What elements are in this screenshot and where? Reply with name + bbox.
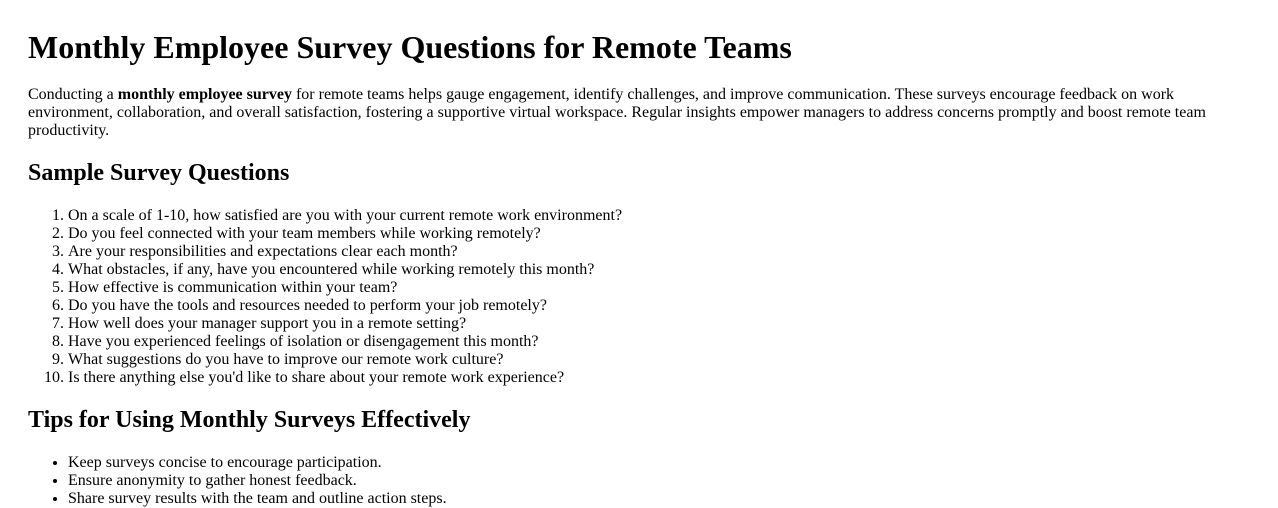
tip-item: • Ensure anonymity to gather honest feedback.	[68, 472, 447, 490]
question-item: 7. How well does your manager support you in a remote setting?	[68, 315, 622, 333]
questions-list	[28, 207, 622, 387]
question-item: 10. Is there anything else you'd like to share about your remote work experience?	[68, 369, 622, 387]
question-item: 3. Are your responsibilities and expectations clear each month?	[68, 243, 622, 261]
intro-prefix: Conducting a	[28, 86, 118, 103]
intro-paragraph	[28, 86, 1218, 140]
page-title: Monthly Employee Survey Questions for Remote Teams	[28, 29, 792, 65]
question-item: 4. What obstacles, if any, have you encountered while working remotely this month?	[68, 261, 622, 279]
tip-item: • Keep surveys concise to encourage participation.	[68, 454, 447, 472]
question-item: 5. How effective is communication within your team?	[68, 279, 622, 297]
question-item: 1. On a scale of 1-10, how satisfied are you with your current remote work environment?	[68, 207, 622, 225]
sample-questions-heading: Sample Survey Questions	[28, 160, 290, 186]
question-item: 9. What suggestions do you have to improve our remote work culture?	[68, 351, 622, 369]
question-item: 6. Do you have the tools and resources needed to perform your job remotely?	[68, 297, 622, 315]
intro-bold: monthly employee survey	[117, 86, 292, 103]
tips-list	[28, 454, 447, 508]
tip-item: • Share survey results with the team and outline action steps.	[68, 490, 447, 508]
question-item: 8. Have you experienced feelings of isolation or disengagement this month?	[68, 333, 622, 351]
intro-suffix: for remote teams helps gauge engagement, identify challenges, and improve communication. These surveys encourage feedback on work environment, collaboration, and overall satisfaction, fostering a supportive virtual workspace. Regular insights empower managers to address concerns promptly and boost remote team productivity.	[28, 86, 1206, 139]
tips-heading: Tips for Using Monthly Surveys Effectively	[28, 407, 471, 433]
question-item: 2. Do you feel connected with your team members while working remotely?	[68, 225, 622, 243]
